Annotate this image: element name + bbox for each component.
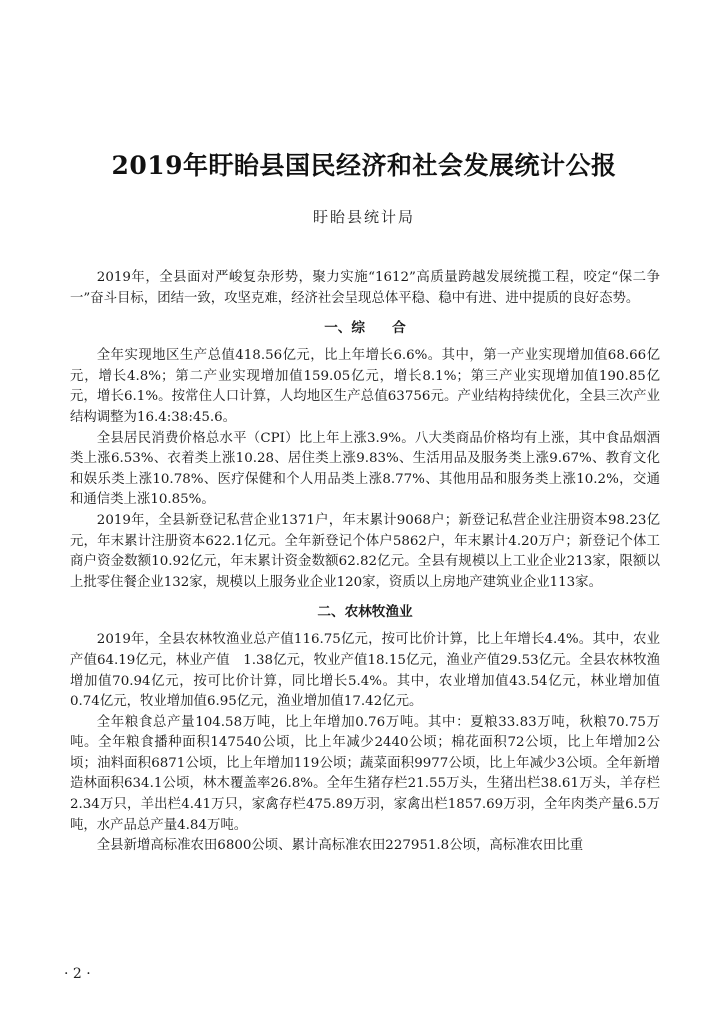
body-paragraph: 全县新增高标准农田6800公顷、累计高标准农田227951.8公顷，高标准农田比重 <box>96 838 584 854</box>
body-paragraph: 全年粮食总产量104.58万吨，比上年增加0.76万吨。其中：夏粮33.83万吨，秋粮70.75万吨。全年粮食播种面积147540公顷，比上年减少2440公顷；棉花面积72公顷，比上年增加2公顷；油料面积6871公顷，比上年增加119公顷；蔬菜面积9977公顷，比上年减少3公顷。全年新增造林面积634.1公顷，林木覆盖率26.8%。全年生猪存栏21.55万头，生猪出栏38.61万头，羊存栏2.34万只，羊出栏4.41万只，家禽存栏475.89万羽，家禽出栏1857.69万羽，全年肉类产量6.5万吨，水产品总产量4.84万吨。 <box>70 714 660 833</box>
intro-paragraph: 2019年，全县面对严峻复杂形势，聚力实施“1612”高质量跨越发展统揽工程，咬定“保二争一”奋斗目标，团结一致，攻坚克难，经济社会呈现总体平稳、稳中有进、进中提质的良好态势。 <box>70 270 660 306</box>
body-paragraph: 2019年，全县农林牧渔业总产值116.75亿元，按可比价计算，比上年增长4.4%。其中，农业产值64.19亿元，林业产值 1.38亿元，牧业产值18.15亿元，渔业产值29.53亿元。全县农林牧渔增加值70.94亿元，按可比价计算，同比增长5.4%。其中，农业增加值43.54亿元，林业增加值0.74亿元，牧业增加值6.95亿元，渔业增加值17.42亿元。 <box>70 632 660 710</box>
document-author: 盱眙县统计局 <box>312 208 415 226</box>
document-body <box>70 268 660 857</box>
document-title: 2019年盱眙县国民经济和社会发展统计公报 <box>111 151 617 180</box>
body-paragraph: 全县居民消费价格总水平（CPI）比上年上涨3.9%。八大类商品价格均有上涨，其中食品烟酒类上涨6.53%、衣着类上涨10.28、居住类上涨9.83%、生活用品及服务类上涨9.67%、教育文化和娱乐类上涨10.78%、医疗保健和个人用品类上涨8.77%、其他用品和服务类上涨10.2%，交通和通信类上涨10.85%。 <box>70 430 660 508</box>
section-heading: 二、农林牧渔业 <box>317 604 413 621</box>
body-paragraph: 全年实现地区生产总值418.56亿元，比上年增长6.6%。其中，第一产业实现增加值68.66亿元，增长4.8%；第二产业实现增加值159.05亿元，增长8.1%；第三产业实现增加值190.85亿元，增长6.1%。按常住人口计算，人均地区生产总值63756元。产业结构持续优化，全县三次产业结构调整为16.4:38:45.6。 <box>70 348 660 425</box>
body-paragraph: 2019年，全县新登记私营企业1371户，年末累计9068户；新登记私营企业注册资本98.23亿元，年末累计注册资本622.1亿元。全年新登记个体户5862户，年末累计4.20万户；新登记个体工商户资金数额10.92亿元，年末累计资金数额62.82亿元。全县有规模以上工业企业213家，限额以上批零住餐企业132家，规模以上服务业企业120家，资质以上房地产建筑业企业113家。 <box>70 512 660 590</box>
section-heading: 一、综 合 <box>324 320 406 337</box>
page-number: · 2 · <box>64 966 91 982</box>
